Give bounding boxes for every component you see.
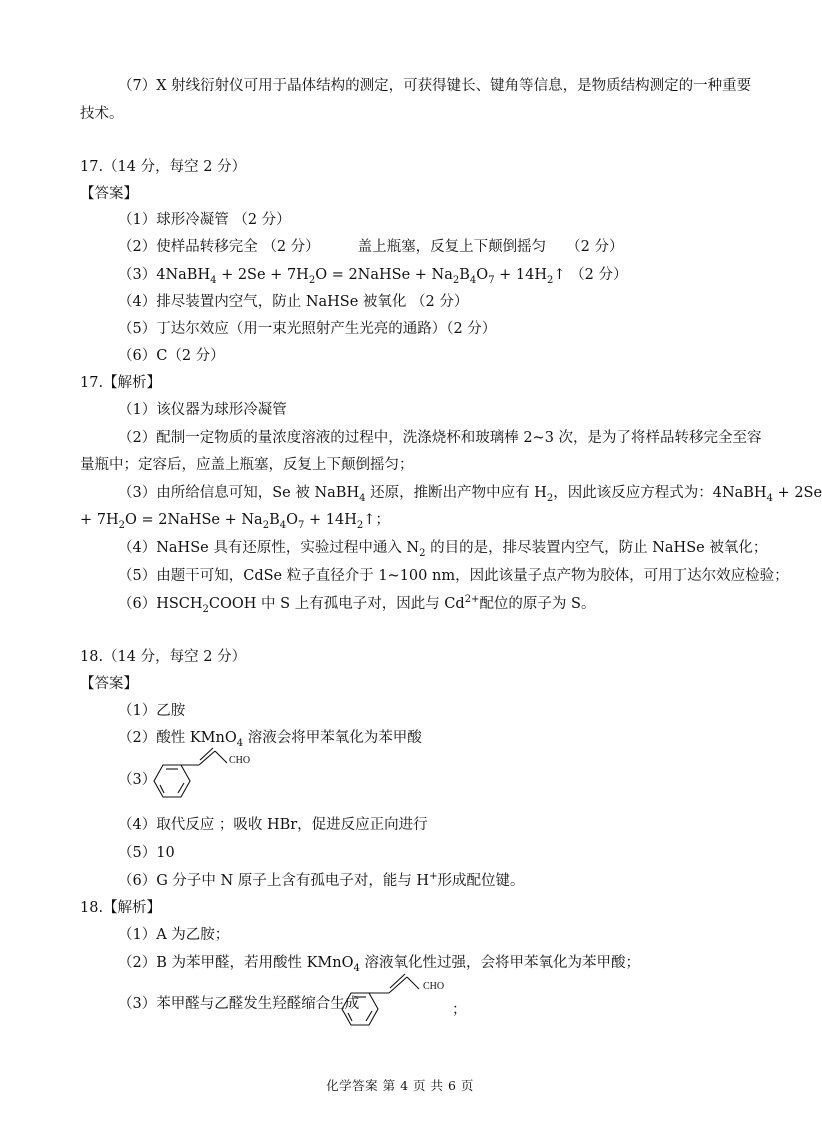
q17-answer-4: （4）排尽装置内空气，防止 NaHSe 被氧化 （2 分） [118,294,469,310]
q18-explain-2: （2）B 为苯甲醛，若用酸性 KMnO$_4$ 溶液氧化性过强，会将甲苯氧化为苯甲酸； [118,955,640,974]
q17-answer-3-equation: （3）4NaBH$_4$ + $2Se + 7H_2O$ = 2NaHSe + $Na_2B_4O_7$ + $14H_2↑$ （2 分） [118,267,628,286]
q18-answer-1: （1）乙胺 [118,703,186,719]
q17-analysis-label: 17.【解析】 [80,375,162,391]
q17-explain-3-line2: + $7H_2O$ = 2NaHSe + $Na_2B_4O_7$ + $14H_2↑$； [80,512,390,531]
q18-header: 18.（14 分，每空 2 分） [80,649,247,665]
q18-analysis-label: 18.【解析】 [80,900,162,916]
q17-answer-2-part1: （2）使样品转移完全 （2 分） [118,239,320,255]
q18-explain-3-end: ； [452,1002,467,1018]
cho-label-analysis: CHO [423,981,445,992]
q16-item7-line1: （7）X 射线衍射仪可用于晶体结构的测定，可获得键长、键角等信息，是物质结构测定的一种重要 [118,78,752,94]
q17-explain-4: （4）NaHSe 具有还原性，实验过程中通入 $N_2$ 的目的是，排尽装置内空气，防止 NaHSe 被氧化； [118,540,768,559]
cho-label: CHO [229,755,251,766]
q18-answer-label: 【答案】 [80,676,138,692]
q17-explain-2-line2: 量瓶中；定容后，应盖上瓶塞，反复上下颠倒摇匀； [80,457,414,473]
q18-answer-4: （4）取代反应 ；吸收 HBr，促进反应正向进行 [118,817,428,833]
cinnamaldehyde-structure-analysis [335,983,455,1043]
q17-answer-2 [118,237,624,257]
q17-explain-5: （5）由题干可知，CdSe 粒子直径介于 1~100 nm，因此该量子点产物为胶体，可用丁达尔效应检验； [118,568,789,584]
q17-answer-6: （6）C（2 分） [118,348,225,364]
q18-answer-5: （5）10 [118,845,175,861]
q18-explain-1: （1）A 为乙胺； [118,927,230,943]
q18-answer-2: （2）酸性 KMnO$_4$ 溶液会将甲苯氧化为苯甲酸 [118,730,422,749]
cinnamaldehyde-structure [143,755,253,815]
q17-answer-2-part2: 盖上瓶塞，反复上下颠倒摇匀 [357,239,547,255]
q18-answer-6: （6）G 分子中 N 原子上含有孤电子对，能与 H+形成配位键。 [118,871,525,889]
q17-explain-1: （1）该仪器为球形冷凝管 [118,402,287,418]
q17-explain-6: $(6)HSCH_2COOH$ 中 S 上有孤电子对，因此与 $Cd^{2+}$配位的原子为 S。 [118,594,596,615]
q17-header: 17.（14 分，每空 2 分） [80,159,247,175]
q18-explain-3: （3）苯甲醛与乙醛发生羟醛缩合生成 [118,996,360,1012]
q17-answer-5: （5）丁达尔效应（用一束光照射产生光亮的通路）（2 分） [118,321,497,337]
q18-answer-3-label: （3） [118,772,157,788]
q17-explain-3-line1: （3）由所给信息可知，Se 被 NaBH$_4$ 还原，推断出产物中应有 $H_2$，因此该反应方程式为：4NaBH$_4$ + 2Se [118,485,822,504]
page-footer: 化学答案 第 4 页 共 6 页 [326,1078,474,1093]
q17-answer-label: 【答案】 [80,186,138,202]
q17-answer-2-score: （2 分） [566,239,624,255]
q17-explain-2-line1: （2）配制一定物质的量浓度溶液的过程中，洗涤烧杯和玻璃棒 2~3 次，是为了将样品转移完全至容 [118,430,762,446]
q17-answer-1: （1）球形冷凝管 （2 分） [118,212,291,228]
q16-item7-line2: 技术。 [80,106,124,122]
